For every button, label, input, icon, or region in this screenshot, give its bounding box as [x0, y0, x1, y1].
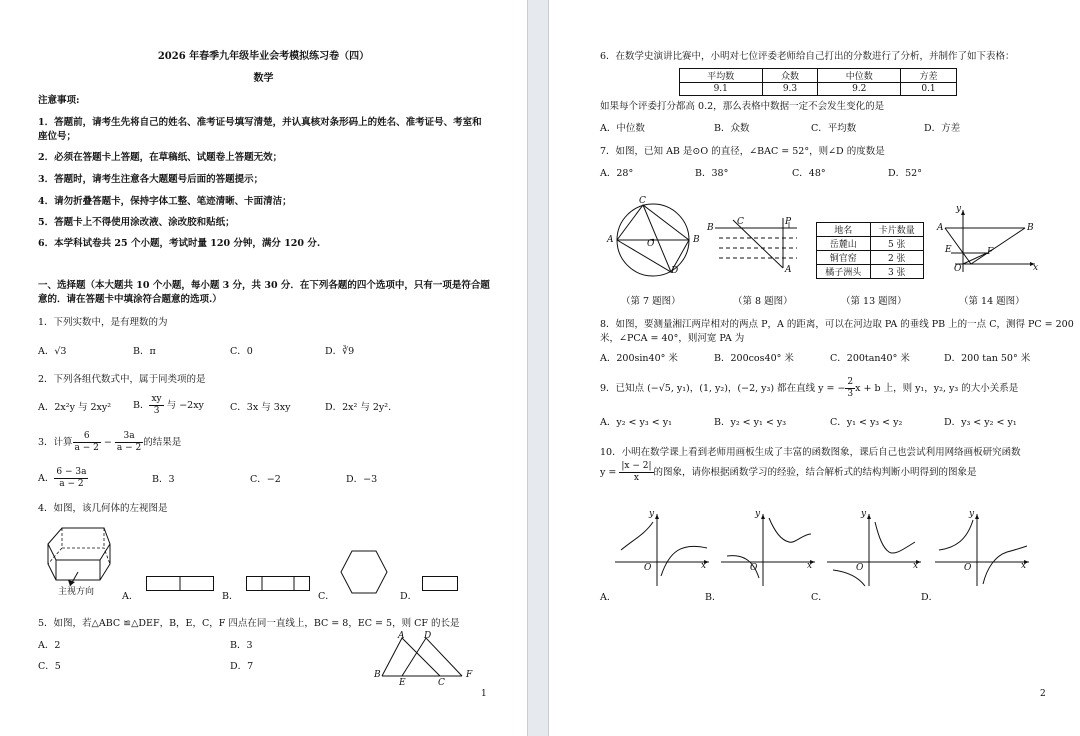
fig14-origin: O	[954, 264, 962, 274]
fig13-header-place: 地名	[817, 223, 871, 237]
q3-a-prefix: A．	[38, 473, 55, 484]
fig14-point-f: F	[987, 247, 994, 257]
q10-option-d: D．	[921, 592, 939, 603]
q5-point-f: F	[466, 670, 473, 680]
q3-stem-post: 的结果是	[143, 437, 182, 448]
q10-line-1: 10．小明在数学课上看到老师用画板生成了丰富的函数图象，课后自己也尝试利用网络画板研究函数	[600, 447, 1021, 458]
fig8-point-b: B	[707, 223, 714, 233]
fig14-point-a: A	[937, 223, 944, 233]
q6-header-mode: 众数	[762, 69, 818, 83]
q4-option-a: A．	[122, 591, 139, 602]
q10-graph-a	[613, 512, 713, 588]
q10-option-b: B．	[705, 592, 722, 603]
q3-fraction-1	[73, 431, 101, 454]
q4-option-d: D．	[400, 591, 418, 602]
fig8-point-p: P	[785, 217, 792, 227]
q6-option-c: C．平均数	[811, 123, 857, 134]
q10-line-2-post: 的图象，请你根据函数学习的经验，结合解析式的结构判断小明得到的图象是	[653, 467, 977, 478]
q10-a-axis-x: x	[701, 561, 707, 571]
q9-option-d: D．y₃ < y₂ < y₁	[944, 417, 1017, 428]
page-number-1: 1	[481, 689, 487, 699]
q7-stem: 7．如图，已知 AB 是⊙O 的直径，∠BAC = 52°，则∠D 的度数是	[600, 146, 885, 157]
q10-graph-c	[825, 512, 925, 588]
q6-option-a: A．中位数	[600, 123, 645, 134]
fig13-place-1: 岳麓山	[817, 237, 871, 251]
q4-hexagonal-prism-figure	[40, 522, 120, 587]
fig13-caption: （第 13 题图）	[841, 296, 907, 307]
notice-2: 2．必须在答题卡上答题，在草稿纸、试题卷上答题无效；	[38, 152, 283, 163]
q4-view-direction-label: 主视方向	[58, 587, 95, 597]
q1-option-a: A．√3	[38, 346, 67, 357]
q7-option-a: A．28°	[600, 168, 634, 179]
notice-3: 3．答题时，请考生注意各大题题号后面的答题提示；	[38, 174, 264, 185]
q9-option-b: B．y₂ < y₁ < y₃	[714, 417, 787, 428]
q4-option-b: B．	[222, 591, 239, 602]
q6-option-b: B．众数	[714, 123, 750, 134]
q1-option-b: B．π	[133, 346, 156, 357]
q8-option-d: D．200 tan 50° 米	[944, 353, 1031, 364]
q7-option-b: B．38°	[695, 168, 729, 179]
q9-frac-num: 2	[847, 377, 854, 387]
q3-fraction-2	[115, 431, 143, 454]
fig13-row	[817, 251, 924, 265]
q3-option-c: C．−2	[250, 474, 281, 485]
fig8-point-a: A	[785, 265, 792, 275]
fig13-place-3: 橘子洲头	[817, 265, 871, 279]
q5-option-b: B．3	[230, 640, 253, 651]
q3-option-a	[38, 467, 88, 490]
q10-c-axis-y: y	[861, 509, 867, 519]
fig13-row	[817, 237, 924, 251]
fig8-caption: （第 8 题图）	[733, 296, 793, 307]
q2-b-suffix: 与 −2xy	[163, 400, 204, 411]
q2-b-prefix: B．	[133, 400, 150, 411]
q1-option-c: C．0	[230, 346, 253, 357]
fig14-point-e: E	[945, 245, 952, 255]
fig7-point-c: C	[639, 196, 646, 206]
fig7-point-d: D	[671, 266, 679, 276]
q6-header-variance: 方差	[900, 69, 956, 83]
q10-frac-den: x	[633, 473, 639, 483]
q1-option-d: D．∛9	[325, 346, 355, 357]
q2-b-num: xy	[151, 394, 162, 404]
q3-minus: −	[100, 437, 115, 448]
q10-a-axis-y: y	[649, 509, 655, 519]
notice-4: 4．请勿折叠答题卡，保持字体工整、笔迹清晰、卡面清洁；	[38, 196, 292, 207]
q3-f2-num: 3a	[115, 431, 143, 443]
q5-triangles-figure	[372, 632, 472, 688]
q6-value-mean: 9.1	[680, 83, 763, 96]
q3-stem	[38, 431, 181, 454]
fig7-caption: （第 7 题图）	[621, 296, 681, 307]
fig7-point-o: O	[647, 239, 655, 249]
q10-a-origin: O	[644, 563, 652, 573]
fig13-count-3: 3 张	[870, 265, 924, 279]
q9-stem-post: x + b 上，则 y₁，y₂, y₃ 的大小关系是	[855, 383, 1019, 394]
q6-value-mode: 9.3	[762, 83, 818, 96]
q10-c-axis-x: x	[913, 561, 919, 571]
fig7-point-a: A	[607, 235, 614, 245]
q2-stem: 2．下列各组代数式中，属于同类项的是	[38, 374, 206, 385]
q6-value-variance: 0.1	[900, 83, 956, 96]
q8-line-2: 米，∠PCA = 40°，则河宽 PA 为	[600, 333, 745, 344]
q2-b-den: 3	[153, 406, 160, 416]
q4-stem: 4．如图，该几何体的左视图是	[38, 503, 168, 514]
q6-stem: 6．在数学史演讲比赛中，小明对七位评委老师给自己打出的分数进行了分析，并制作了如下表格：	[600, 51, 1015, 62]
fig13-header-count: 卡片数量	[870, 223, 924, 237]
q6-question: 如果每个评委打分都高 0.2，那么表格中数据一定不会发生变化的是	[600, 101, 885, 112]
q4-option-b-figure	[246, 576, 310, 592]
q2-option-d: D．2x² 与 2y²．	[325, 402, 398, 413]
notice-6: 6．本学科试卷共 25 个小题，考试时量 120 分钟，满分 120 分.	[38, 238, 321, 249]
q2-b-fraction	[149, 394, 163, 417]
fig13-header-row	[817, 223, 924, 237]
fig13-count-1: 5 张	[870, 237, 924, 251]
q5-point-b: B	[374, 670, 381, 680]
page-gutter	[527, 0, 549, 736]
q10-b-axis-y: y	[755, 509, 761, 519]
section1-heading-1: 一、选择题（本大题共 10 个小题，每小题 3 分，共 30 分．在下列各题的四个选项中，只有一项是符合题	[38, 280, 490, 291]
q10-y-eq: y =	[600, 467, 620, 478]
q1-stem: 1．下列实数中，是有理数的为	[38, 317, 168, 328]
q10-fraction	[619, 461, 653, 484]
fig13-count-2: 2 张	[870, 251, 924, 265]
q10-b-origin: O	[750, 563, 758, 573]
notice-heading: 注意事项:	[38, 95, 80, 106]
q4-option-a-figure	[146, 576, 214, 592]
notice-5: 5．答题卡上不得使用涂改液、涂改胶和贴纸；	[38, 217, 235, 228]
fig13-card-table	[816, 222, 924, 279]
q4-option-c-figure	[340, 550, 388, 594]
q3-f2-den: a − 2	[116, 443, 142, 453]
q3-a-fraction	[54, 467, 88, 490]
q9-option-c: C．y₁ < y₃ < y₂	[830, 417, 903, 428]
q10-frac-num: |x − 2|	[621, 461, 652, 471]
q6-header-median: 中位数	[818, 69, 901, 83]
q7-option-d: D．52°	[888, 168, 922, 179]
exam-subject: 数学	[253, 73, 274, 84]
q2-option-b	[133, 394, 204, 417]
notice-1b: 座位号；	[38, 131, 77, 142]
q9-option-a: A．y₂ < y₃ < y₁	[600, 417, 672, 428]
q10-graph-b	[719, 512, 819, 588]
q3-option-b: B．3	[152, 474, 175, 485]
q5-option-a: A．2	[38, 640, 61, 651]
q6-value-median: 9.2	[818, 83, 901, 96]
q10-option-a: A．	[600, 592, 617, 603]
q9-stem-pre: 9．已知点 (−√5, y₁)，(1, y₂)，(−2, y₃) 都在直线 y = −	[600, 383, 846, 394]
fig14-caption: （第 14 题图）	[959, 296, 1025, 307]
q8-option-c: C．200tan40° 米	[830, 353, 910, 364]
q8-line-1: 8．如图，要测量湘江两岸相对的两点 P，A 的距离，可以在河边取 PA 的垂线 PB 上的一点 C，测得 PC = 200	[600, 319, 1074, 330]
notice-1a: 1．答题前，请考生先将自己的姓名、准考证号填写清楚，并认真核对条形码上的姓名、准考证号、考室和	[38, 117, 482, 128]
q8-option-a: A．200sin40° 米	[600, 353, 678, 364]
q10-graph-d	[933, 512, 1033, 588]
q7-option-c: C．48°	[792, 168, 826, 179]
fig8-point-c: C	[737, 217, 744, 227]
q10-c-origin: O	[856, 563, 864, 573]
page-1	[0, 0, 527, 736]
q5-option-c: C．5	[38, 661, 61, 672]
q10-line-2	[600, 461, 977, 484]
fig13-place-2: 铜官窑	[817, 251, 871, 265]
exam-title: 2026 年春季九年级毕业会考模拟练习卷（四）	[157, 51, 370, 62]
fig14-axis-y: y	[956, 204, 962, 214]
fig14-axis-x: x	[1033, 263, 1039, 273]
q3-f1-num: 6	[73, 431, 101, 443]
q6-table-header-row	[680, 69, 957, 83]
q8-option-b: B．200cos40° 米	[714, 353, 794, 364]
q5-option-d: D．7	[230, 661, 254, 672]
q10-d-axis-y: y	[969, 509, 975, 519]
q9-stem	[600, 377, 1018, 400]
q2-option-a: A．2x²y 与 2xy²	[38, 402, 112, 413]
q3-option-d: D．−3	[346, 474, 378, 485]
q9-fraction	[845, 377, 855, 400]
q5-point-e: E	[399, 678, 406, 688]
q3-stem-pre: 3．计算	[38, 437, 73, 448]
q3-a-num: 6 − 3a	[56, 467, 87, 477]
q5-point-d: D	[424, 631, 432, 641]
q5-point-c: C	[438, 678, 445, 688]
q6-table-value-row	[680, 83, 957, 96]
q6-stats-table	[679, 68, 957, 96]
q5-stem: 5．如图，若△ABC ≌△DEF，B，E，C，F 四点在同一直线上，BC = 8，EC = 5，则 CF 的长是	[38, 618, 460, 629]
fig13-row	[817, 265, 924, 279]
q6-header-mean: 平均数	[680, 69, 763, 83]
fig14-point-b: B	[1027, 223, 1034, 233]
q10-b-axis-x: x	[807, 561, 813, 571]
page-number-2: 2	[1040, 689, 1046, 699]
section1-heading-2: 意的．请在答题卡中填涂符合题意的选项.）	[38, 294, 222, 305]
q10-d-axis-x: x	[1021, 561, 1027, 571]
q10-d-origin: O	[964, 563, 972, 573]
q2-option-c: C．3x 与 3xy	[230, 402, 291, 413]
q10-option-c: C．	[811, 592, 828, 603]
fig7-point-b: B	[693, 235, 700, 245]
q4-option-d-figure	[422, 576, 458, 592]
q5-point-a: A	[398, 631, 405, 641]
q9-frac-den: 3	[847, 389, 854, 399]
q3-f1-den: a − 2	[74, 443, 99, 453]
q4-option-c: C．	[318, 591, 335, 602]
page-2	[549, 0, 1080, 736]
q6-option-d: D．方差	[924, 123, 961, 134]
q3-a-den: a − 2	[59, 479, 84, 489]
